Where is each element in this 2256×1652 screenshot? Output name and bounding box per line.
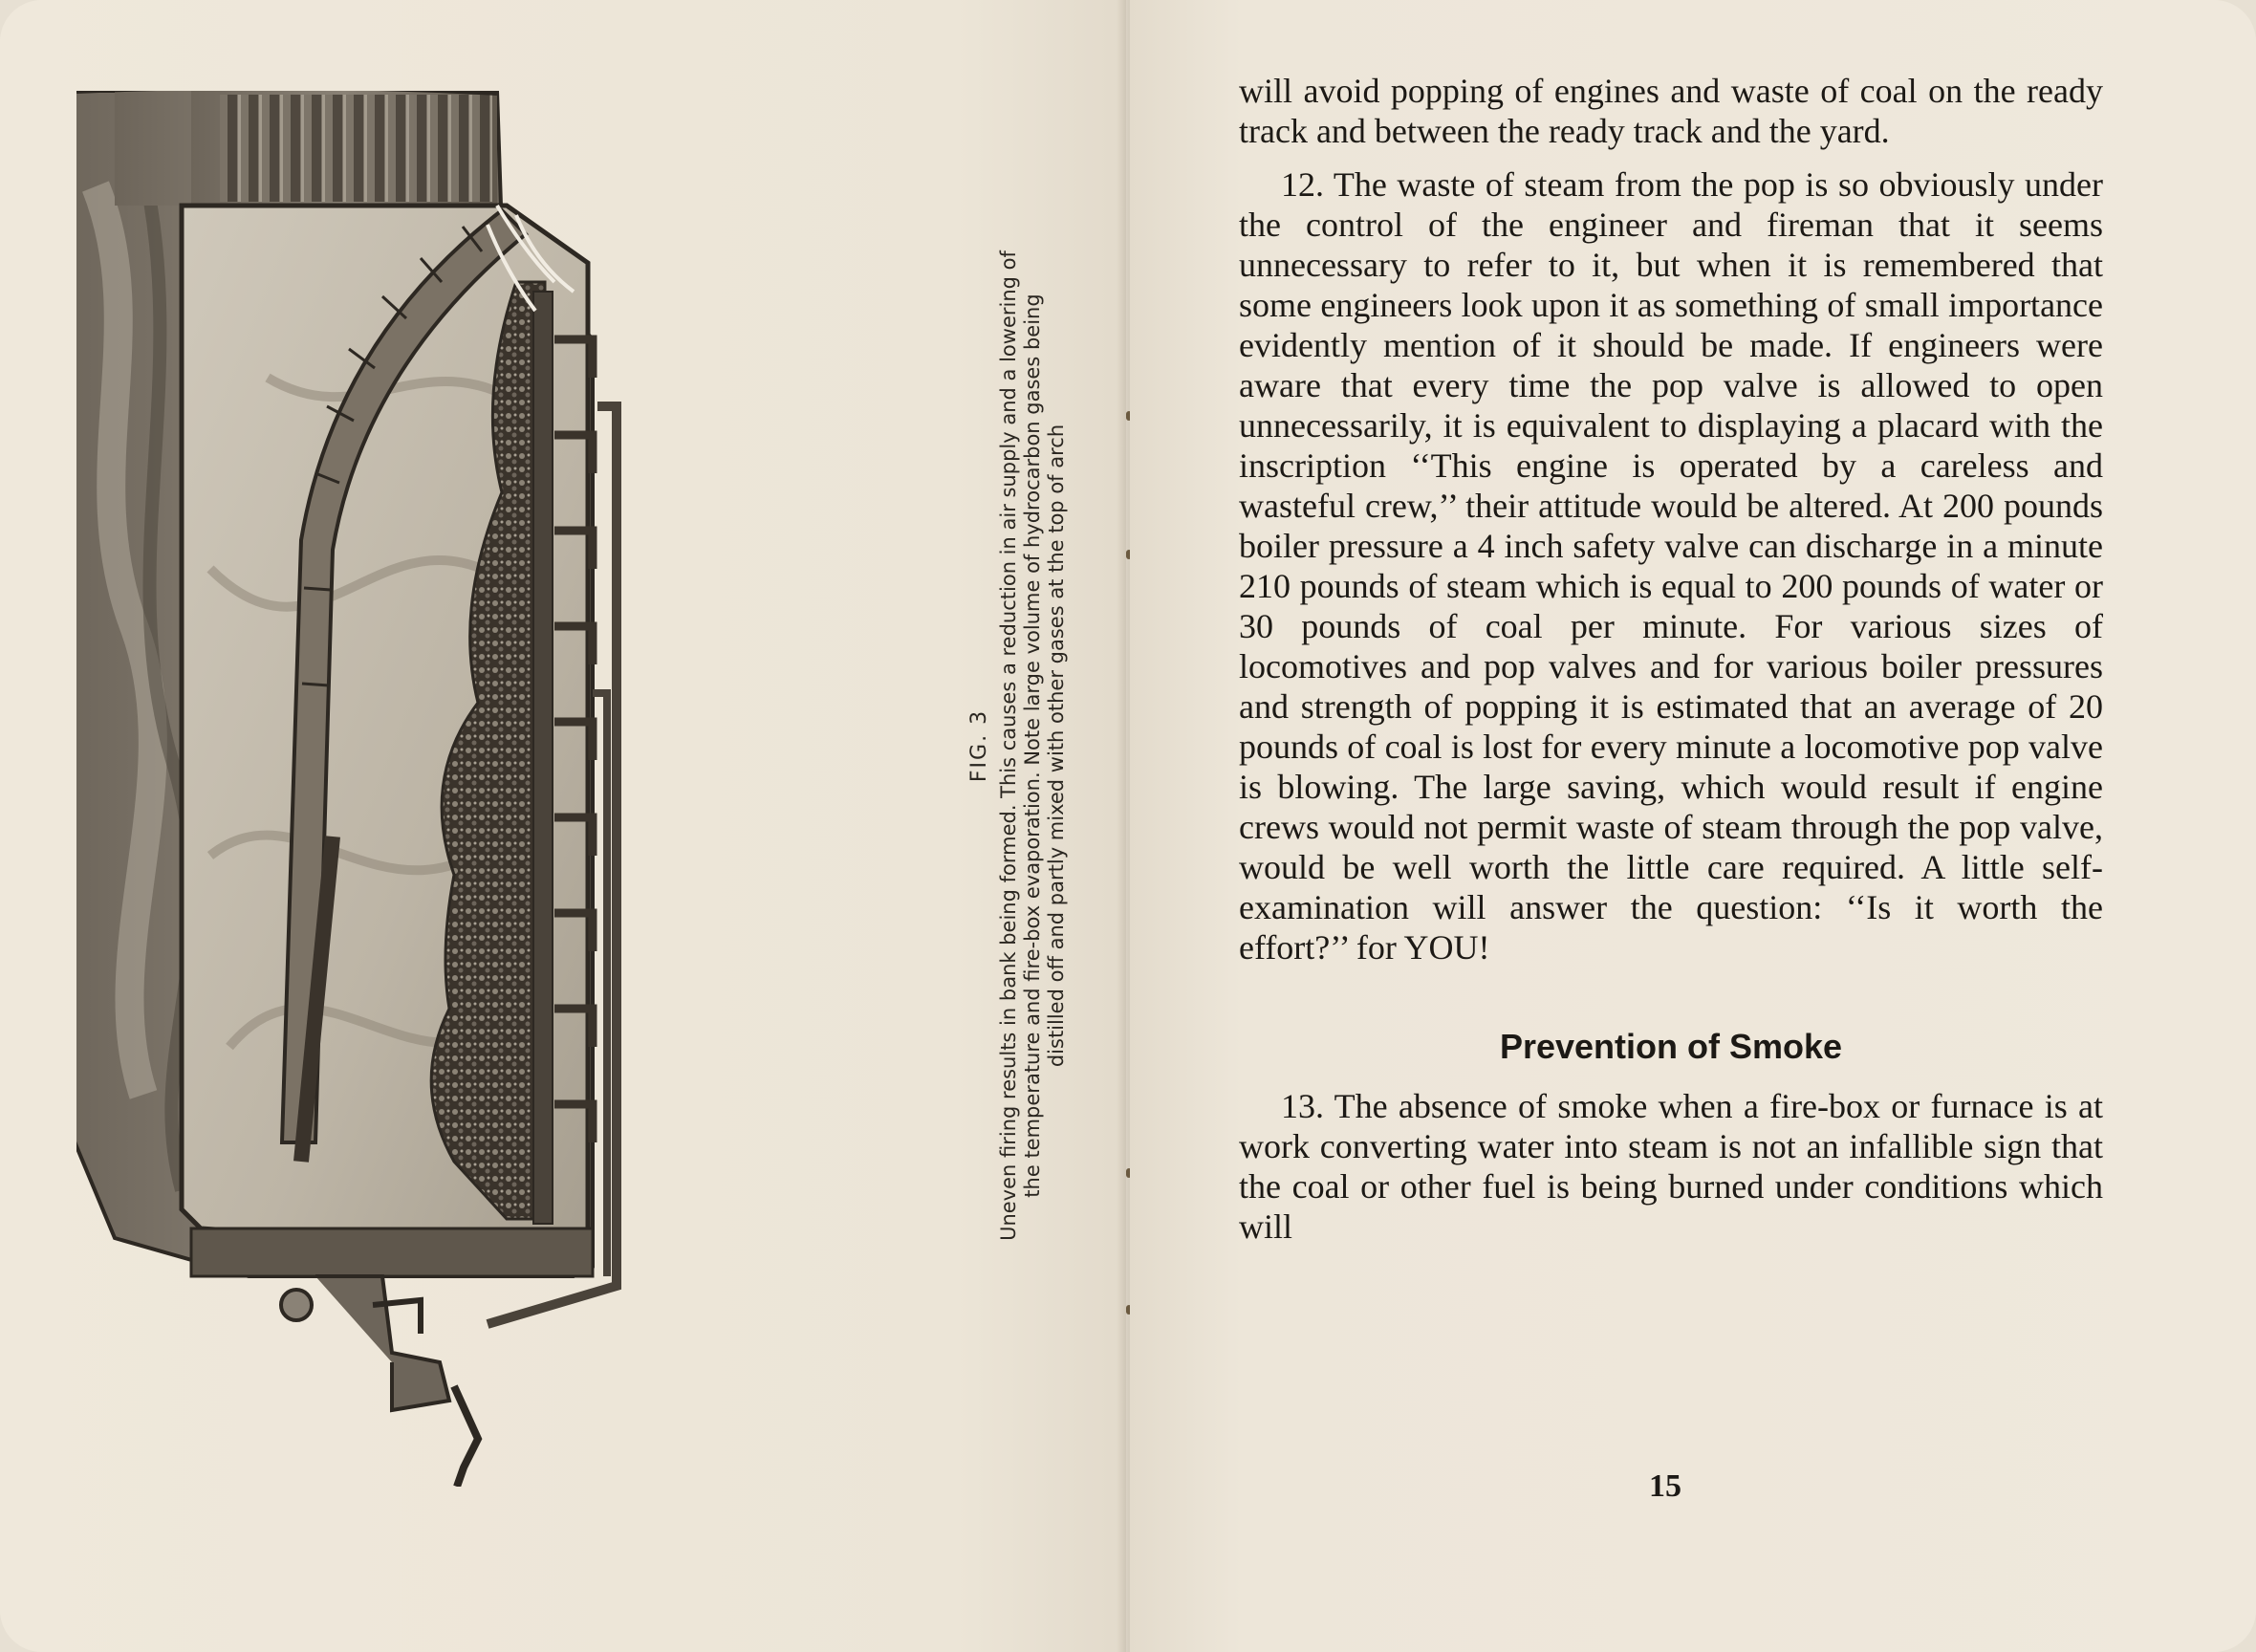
figure-caption-line: the temperature and fire-box evaporation. Note large volume of hydrocarbon gases being xyxy=(1021,293,1044,1198)
figure-title: FIG. 3 xyxy=(967,708,991,783)
page-number: 15 xyxy=(1649,1468,1681,1504)
figure-caption-line: distilled off and partly mixed with other gases at the top of arch xyxy=(1045,424,1068,1068)
body-paragraph: 13. The absence of smoke when a fire-box or furnace is at work converting water into steam is not an infallible sign that the coal or other fuel is being burned under conditions which will xyxy=(1239,1087,2103,1246)
body-text-column xyxy=(1239,71,2103,1247)
body-paragraph: 12. The waste of steam from the pop is so obviously under the control of the engineer and fireman that it seems unnecessary to refer to it, but when it is remembered that some engineers look upon it as something of small importance evidently mention of it should be made. If engineers were aware that every time the pop valve is allowed to open unnecessarily, it is equivalent to displaying a placard with the inscription ‘‘This engine is operated by a careless and wasteful crew,’’ their attitude would be altered. At 200 pounds boiler pressure a 4 inch safety valve can discharge in a minute 210 pounds of steam which is equal to 200 pounds of water or 30 pounds of coal per minute. For various sizes of locomotives and pop valves and for various boiler pressures and strength of popping it is estimated that an average of 20 pounds of coal is lost for every minute a locomotive pop valve is blowing. The large saving, which would result if engine crews would not permit waste of steam through the pop valve, would be well worth the little care required. A little self-examination will answer the question: ‘‘Is it worth the effort?’’ for YOU! xyxy=(1239,165,2103,967)
body-paragraph: will avoid popping of engines and waste of coal on the ready track and between the ready track and the yard. xyxy=(1239,72,2103,150)
figure-caption-block xyxy=(961,124,1075,1367)
figure-caption xyxy=(967,124,1069,1367)
left-page xyxy=(0,0,1126,1652)
section-heading: Prevention of Smoke xyxy=(1499,1027,1843,1066)
figure-caption-line: Uneven firing results in bank being formed. This causes a reduction in air supply and a lowering of xyxy=(997,250,1020,1241)
firebox-illustration xyxy=(76,91,937,1487)
